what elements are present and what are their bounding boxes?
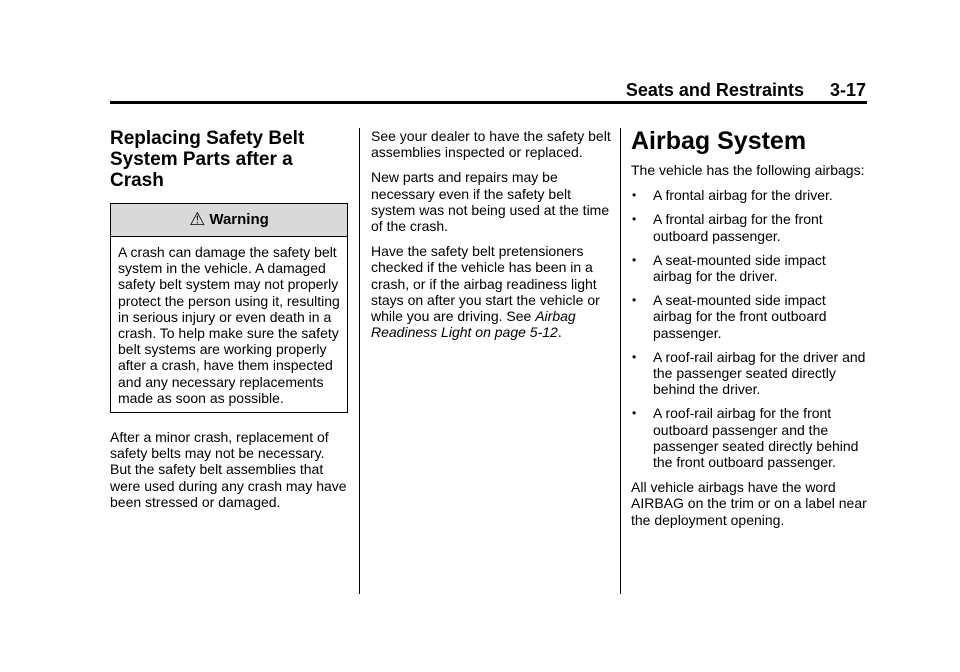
warning-label: Warning — [209, 211, 269, 228]
column-left — [110, 128, 348, 519]
list-item — [631, 187, 867, 203]
column-divider — [359, 128, 360, 594]
running-header — [112, 78, 866, 102]
column-divider — [620, 128, 621, 594]
bullet-icon: • — [632, 349, 637, 364]
paragraph: See your dealer to have the safety belt assemblies inspected or replaced. — [371, 128, 611, 161]
warning-triangle-icon: ⚠ — [189, 209, 206, 229]
header-page-number: 3-17 — [829, 80, 866, 100]
list-item-text: A roof-rail airbag for the front outboard passenger and the passenger seated directly behind the front outboard passenger. — [653, 405, 859, 471]
column-middle — [371, 128, 611, 349]
paragraph — [371, 243, 611, 340]
airbag-list — [631, 187, 867, 470]
list-item — [631, 211, 867, 243]
paragraph: The vehicle has the following airbags: — [631, 162, 865, 178]
warning-text: A crash can damage the safety belt system in the vehicle. A damaged safety belt system may not properly protect the person using it, resulting in serious injury or even death in a crash. To help make sure the safety belt systems are working properly after a crash, have them inspected and any necessary replacements made as soon as possible. — [118, 244, 340, 406]
bullet-icon: • — [632, 188, 637, 203]
list-item — [631, 292, 867, 341]
list-item — [631, 252, 867, 284]
cross-reference-link[interactable]: Airbag Readiness Light on page 5-12 — [371, 308, 576, 341]
header-rule — [110, 101, 867, 104]
warning-box — [110, 203, 348, 413]
paragraph: After a minor crash, replacement of safety belts may not be necessary. But the safety belt assemblies that were used during any crash may have been stressed or damaged. — [110, 429, 347, 510]
list-item — [631, 349, 867, 398]
list-item — [631, 405, 867, 470]
paragraph: All vehicle airbags have the word AIRBAG on the trim or on a label near the deployment opening. — [631, 479, 867, 528]
header-section-title: Seats and Restraints — [625, 80, 804, 100]
warning-heading — [111, 204, 347, 237]
list-item-text: A frontal airbag for the driver. — [653, 187, 833, 204]
list-item-text: A roof-rail airbag for the driver and the passenger seated directly behind the driver. — [653, 348, 866, 398]
paragraph: New parts and repairs may be necessary even if the safety belt system was not being used at the time of the crash. — [371, 169, 610, 235]
bullet-icon: • — [632, 212, 637, 227]
list-item-text: A seat-mounted side impact airbag for the front outboard passenger. — [653, 292, 827, 341]
list-item-text: A frontal airbag for the front outboard passenger. — [653, 211, 823, 244]
bullet-icon: • — [632, 293, 637, 308]
paragraph-text: Have the safety belt pretensioners checked if the vehicle has been in a crash, or if the airbag readiness light stays on after you start the vehicle or while you are driving. See — [371, 243, 600, 325]
paragraph-end: . — [557, 324, 562, 341]
column-right — [631, 128, 867, 537]
bullet-icon: • — [632, 406, 637, 421]
bullet-icon: • — [632, 252, 637, 267]
list-item-text: A seat-mounted side impact airbag for the driver. — [653, 251, 826, 285]
section-heading: Airbag System — [631, 127, 807, 155]
section-heading: Replacing Safety Belt System Parts after a Crash — [110, 128, 305, 191]
